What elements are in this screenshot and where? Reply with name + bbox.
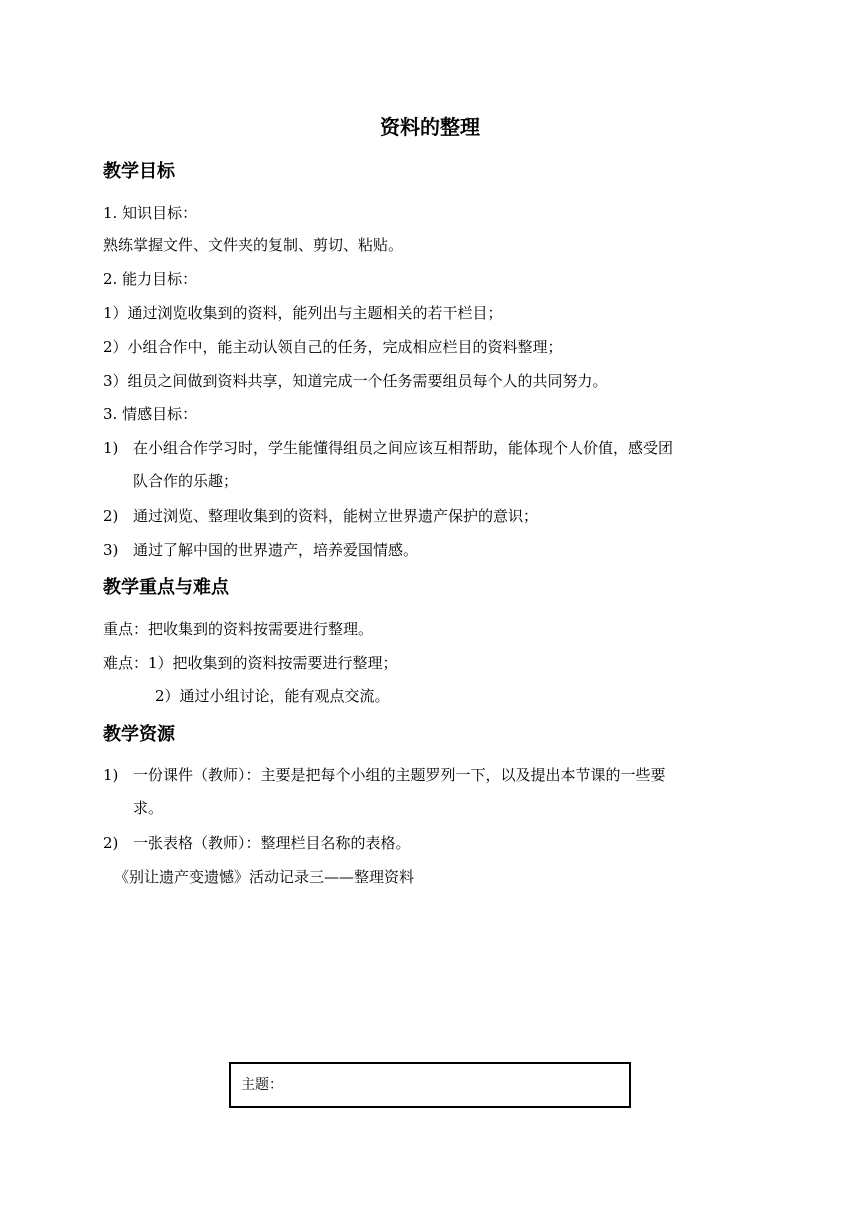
emotion-item-2-text: 通过浏览、整理收集到的资料，能树立世界遗产保护的意识； (133, 507, 539, 525)
resource-item-1-num: 1) (103, 766, 119, 784)
difficulty-2: 2）通过小组讨论，能有观点交流。 (155, 687, 390, 705)
ability-label: 2. 能力目标： (103, 270, 198, 288)
knowledge-label: 1. 知识目标： (103, 204, 198, 222)
emotion-item-3-num: 3) (103, 541, 119, 559)
emotion-item-1 (103, 437, 673, 459)
heading-objectives: 教学目标 (103, 161, 175, 182)
resource-item-2-text: 一张表格（教师）：整理栏目名称的表格。 (133, 834, 411, 852)
resource-item-1-text: 一份课件（教师）：主要是把每个小组的主题罗列一下，以及提出本节课的一些要 (133, 766, 666, 784)
ability-item-3: 3）组员之间做到资料共享，知道完成一个任务需要组员每个人的共同努力。 (103, 372, 608, 390)
emotion-item-3-text: 通过了解中国的世界遗产，培养爱国情感。 (133, 541, 419, 559)
resource-item-1-continued: 求。 (133, 799, 164, 817)
emotion-item-2 (103, 505, 538, 527)
resource-item-1 (103, 764, 666, 786)
heading-key-points: 教学重点与难点 (103, 577, 229, 598)
resource-item-2-num: 2) (103, 834, 119, 852)
heading-resources: 教学资源 (103, 724, 175, 745)
emotion-item-1-num: 1) (103, 439, 119, 457)
emotion-item-1-text: 在小组合作学习时，学生能懂得组员之间应该互相帮助，能体现个人价值，感受团 (133, 439, 674, 457)
ability-item-2: 2）小组合作中，能主动认领自己的任务，完成相应栏目的资料整理； (103, 338, 563, 356)
document-title: 资料的整理 (380, 115, 480, 139)
emotion-item-2-num: 2) (103, 507, 119, 525)
knowledge-text: 熟练掌握文件、文件夹的复制、剪切、粘贴。 (103, 236, 404, 254)
key-point-text: 重点：把收集到的资料按需要进行整理。 (103, 620, 374, 638)
resource-item-2 (103, 832, 411, 854)
difficulty-1: 难点：1）把收集到的资料按需要进行整理； (103, 654, 398, 672)
ability-item-1: 1）通过浏览收集到的资料，能列出与主题相关的若干栏目； (103, 304, 503, 322)
topic-label: 主题： (241, 1077, 283, 1093)
emotion-item-1-continued: 队合作的乐趣； (133, 472, 239, 490)
emotion-item-3 (103, 539, 418, 561)
activity-record-title: 《别让遗产变遗憾》活动记录三——整理资料 (114, 868, 415, 886)
emotion-label: 3. 情感目标： (103, 405, 198, 423)
topic-table (229, 1062, 631, 1108)
